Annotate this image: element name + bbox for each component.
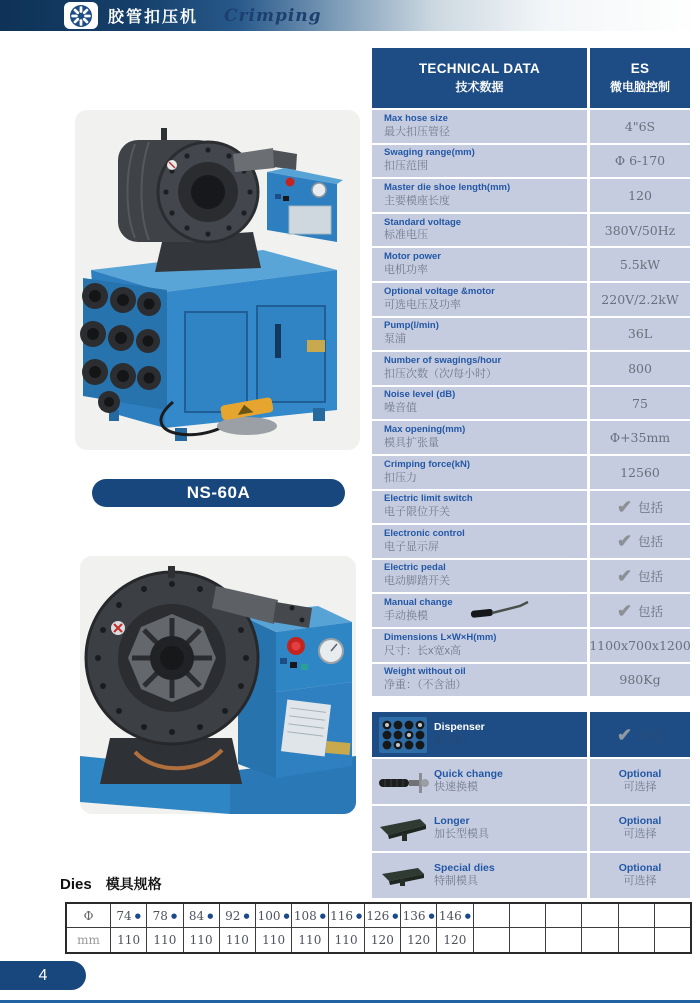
dies-diameter-cell	[473, 904, 509, 928]
tech-header-title-en: TECHNICAL DATA	[418, 61, 541, 76]
dies-length-cell	[654, 928, 690, 952]
option-row-label	[434, 853, 590, 898]
dies-length-cell	[581, 928, 617, 952]
tech-row-label	[372, 421, 590, 454]
dies-length-row	[67, 928, 690, 952]
tech-row-value	[590, 318, 690, 351]
dies-diameter-cell	[110, 904, 146, 928]
tech-row-value	[590, 110, 690, 143]
option-label-zh: 模具柜	[434, 733, 467, 746]
option-row-label	[434, 759, 590, 804]
tech-row-value	[590, 214, 690, 247]
dies-diameter-cell	[581, 904, 617, 928]
dies-length-header: mm	[77, 933, 100, 947]
options-table	[372, 712, 690, 900]
option-included-text: 包括	[638, 727, 664, 743]
tech-row-value	[590, 248, 690, 281]
dies-diameter-cell	[183, 904, 219, 928]
dies-dot-icon: ●	[428, 911, 435, 920]
tech-row-value-text: 12560	[620, 464, 660, 480]
tech-row	[372, 179, 690, 212]
tech-row-value-text: 包括	[638, 499, 664, 515]
dies-dispenser-icon	[372, 712, 434, 757]
tech-row-label	[372, 664, 590, 697]
dies-diameter-cell	[545, 904, 581, 928]
tech-row-label	[372, 110, 590, 143]
tech-row	[372, 664, 690, 697]
dies-diameter-cell	[436, 904, 472, 928]
crimping-head-closeup-illustration	[80, 556, 356, 814]
option-row	[372, 853, 690, 898]
tech-row-value	[590, 594, 690, 627]
tech-row-value-text: 220V/2.2kW	[601, 291, 679, 307]
tech-label-en: Number of swagings/hour	[384, 354, 502, 366]
tech-row-value-text: 包括	[638, 603, 664, 619]
tech-label-zh: 电动脚踏开关	[384, 575, 450, 588]
dies-diameter-cell	[654, 904, 690, 928]
dies-diameter-value: 108	[293, 908, 317, 923]
option-value-zh: 可选择	[623, 827, 657, 840]
manual-change-tool-icon	[470, 599, 532, 626]
tech-header-model-series: ES	[630, 61, 650, 76]
tech-label-en: Electric pedal	[384, 562, 446, 574]
special-die-icon	[372, 853, 434, 898]
option-row-value	[590, 806, 690, 851]
tech-label-en: Electronic control	[384, 527, 465, 539]
tech-row-value-text: 包括	[638, 534, 664, 550]
tech-row-value-text: 75	[632, 395, 648, 411]
tech-row	[372, 387, 690, 420]
tech-row	[372, 525, 690, 558]
dies-dot-icon: ●	[170, 911, 178, 920]
dies-diameter-cell	[509, 904, 545, 928]
tech-row-label	[372, 214, 590, 247]
tech-label-zh: 手动换模	[384, 609, 428, 622]
tech-row	[372, 318, 690, 351]
option-row-value	[590, 853, 690, 898]
tech-row-value-text: 380V/50Hz	[604, 222, 676, 238]
tech-label-en: Dimensions L×W×H(mm)	[384, 631, 497, 643]
dies-dot-icon: ●	[134, 911, 141, 920]
tech-table-header-right	[590, 48, 690, 108]
tech-label-zh: 可选电压及功率	[384, 298, 461, 311]
tech-label-en: Max opening(mm)	[384, 424, 466, 436]
tech-row-label	[372, 352, 590, 385]
option-label-zh: 特制模具	[434, 874, 478, 887]
tech-row	[372, 594, 690, 627]
dies-diameter-row	[67, 904, 690, 928]
tech-label-zh: 最大扣压管径	[384, 125, 450, 138]
tech-row-value-text: 包括	[638, 569, 664, 585]
tech-row-value-text: 120	[628, 187, 652, 203]
option-row	[372, 712, 690, 757]
dies-diameter-value: 100	[257, 908, 281, 923]
dies-length-cell: 110	[146, 928, 182, 952]
dies-dot-icon: ●	[392, 911, 399, 920]
header-title-zh: 胶管扣压机	[108, 9, 199, 26]
option-label-en: Dispenser	[434, 721, 485, 734]
page-header	[0, 0, 700, 31]
tech-label-zh: 电机功率	[384, 264, 428, 277]
option-label-zh: 快速换模	[434, 780, 478, 793]
tech-row	[372, 145, 690, 178]
tech-row-value	[590, 145, 690, 178]
dies-length-cell: 120	[400, 928, 436, 952]
tech-row	[372, 491, 690, 524]
page-number-badge	[0, 961, 86, 990]
tech-header-title-zh: 技术数据	[455, 80, 504, 94]
tech-row-value-text: 1100x700x1200	[589, 637, 691, 653]
tech-label-zh: 扣压范围	[384, 160, 428, 173]
tech-row-label	[372, 525, 590, 558]
tech-row-label	[372, 145, 590, 178]
option-value-zh: 可选择	[623, 874, 657, 887]
tech-row-value-text: 800	[628, 360, 652, 376]
tech-table-header-left	[372, 48, 590, 108]
option-value-en: Optional	[618, 862, 662, 875]
dies-diameter-cell	[255, 904, 291, 928]
option-label-en: Longer	[434, 815, 470, 828]
tech-row-value	[590, 456, 690, 489]
tech-row	[372, 110, 690, 143]
model-badge: NS-60A	[92, 479, 345, 507]
dies-section-title	[60, 874, 162, 894]
option-label-zh: 加长型模具	[434, 827, 489, 840]
dies-diameter-value: 74	[116, 908, 132, 923]
dies-spec-table	[65, 902, 692, 954]
machine-photo-closeup	[80, 556, 356, 814]
dies-diameter-cell	[328, 904, 364, 928]
dies-title-en: Dies	[60, 876, 92, 893]
crimping-machine-illustration	[75, 110, 360, 450]
tech-row-value	[590, 421, 690, 454]
dies-diameter-value: 136	[402, 908, 426, 923]
tech-row-value	[590, 283, 690, 316]
tech-row	[372, 248, 690, 281]
tech-label-zh: 标准电压	[384, 229, 428, 242]
tech-label-en: Electric limit switch	[384, 493, 473, 505]
dies-length-cell: 110	[328, 928, 364, 952]
check-icon: ✔	[616, 724, 633, 745]
dies-dot-icon: ●	[207, 911, 214, 920]
technical-data-table	[372, 48, 690, 698]
crimp-die-icon	[68, 3, 94, 29]
dies-diameter-cell	[219, 904, 255, 928]
tech-row	[372, 283, 690, 316]
option-row-label	[434, 712, 590, 757]
option-value-en: Optional	[618, 815, 662, 828]
dies-dot-icon: ●	[464, 911, 471, 920]
option-row-label	[434, 806, 590, 851]
tech-row-label	[372, 560, 590, 593]
tech-label-zh: 泵浦	[384, 333, 406, 346]
dies-length-cell: 120	[436, 928, 472, 952]
tech-row	[372, 560, 690, 593]
dies-length-cell: 110	[255, 928, 291, 952]
tech-row-value	[590, 560, 690, 593]
check-icon: ✔	[616, 496, 633, 517]
dies-diameter-cell	[400, 904, 436, 928]
tech-row-value	[590, 629, 690, 662]
dies-diameter-cell	[364, 904, 400, 928]
tech-row	[372, 352, 690, 385]
tech-label-zh: 净重：（不含油）	[384, 679, 467, 692]
tech-row	[372, 421, 690, 454]
quick-change-tool-icon	[372, 759, 434, 804]
dies-length-cell: 120	[364, 928, 400, 952]
tech-label-en: Pump(l/min)	[384, 320, 439, 332]
machine-photo-full	[75, 110, 360, 450]
tech-label-en: Max hose size	[384, 112, 448, 124]
tech-label-zh: 扣压力	[384, 471, 417, 484]
tech-label-en: Weight without oil	[384, 666, 466, 678]
dies-diameter-value: 116	[330, 908, 354, 923]
tech-row-label	[372, 456, 590, 489]
dies-diameter-value: 78	[152, 908, 168, 923]
check-icon: ✔	[616, 600, 633, 621]
tech-row-value	[590, 352, 690, 385]
tech-label-zh: 扣压次数（次/每小时）	[384, 367, 498, 380]
page-number: 4	[38, 966, 48, 984]
dies-diameter-cell	[618, 904, 654, 928]
dies-length-cell	[545, 928, 581, 952]
tech-row-value-text: Φ 6-170	[614, 153, 666, 169]
longer-die-icon	[372, 806, 434, 851]
option-row-value	[590, 759, 690, 804]
tech-row-value	[590, 664, 690, 697]
tech-row-label	[372, 179, 590, 212]
option-row	[372, 759, 690, 804]
tech-row-label	[372, 248, 590, 281]
option-row	[372, 806, 690, 851]
dies-diameter-value: 92	[225, 908, 241, 923]
tech-row-value	[590, 525, 690, 558]
dies-length-cell: 110	[291, 928, 327, 952]
check-icon: ✔	[616, 566, 633, 587]
dies-length-cell: 110	[110, 928, 146, 952]
tech-row-label	[372, 491, 590, 524]
tech-row	[372, 629, 690, 662]
dies-length-cell: 110	[183, 928, 219, 952]
tech-row	[372, 214, 690, 247]
dies-diameter-cell	[146, 904, 182, 928]
dies-dot-icon: ●	[243, 911, 250, 920]
dies-diameter-value: 84	[188, 908, 205, 923]
tech-row-value-text: 980Kg	[619, 672, 661, 688]
tech-row-label	[372, 387, 590, 420]
tech-row-label	[372, 594, 590, 627]
tech-row-value-text: 36L	[627, 326, 653, 342]
dies-diameter-value: 126	[366, 908, 390, 923]
option-row-value	[590, 712, 690, 757]
check-icon: ✔	[616, 531, 633, 552]
dies-length-cell	[473, 928, 509, 952]
option-value-zh: 可选择	[623, 780, 657, 793]
tech-label-zh: 电子显示屏	[384, 540, 439, 553]
tech-row-value	[590, 179, 690, 212]
tech-label-en: Master die shoe length(mm)	[384, 181, 511, 193]
tech-label-en: Crimping force(kN)	[384, 458, 471, 470]
tech-row-label	[372, 629, 590, 662]
dies-diameter-cell	[291, 904, 327, 928]
tech-label-en: Optional voltage &motor	[384, 285, 495, 297]
brand-logo	[64, 2, 98, 29]
tech-row-label	[372, 283, 590, 316]
dies-diameter-header: Φ	[67, 904, 110, 928]
tech-label-en: Swaging range(mm)	[384, 147, 475, 159]
dies-dot-icon: ●	[283, 911, 290, 920]
tech-label-zh: 噪音值	[384, 402, 417, 415]
tech-row-value-text: Φ+35mm	[609, 430, 671, 446]
tech-label-zh: 电子限位开关	[384, 506, 450, 519]
dies-dot-icon: ●	[356, 911, 363, 920]
dies-diameter-value: 146	[438, 908, 462, 923]
dies-length-cell: 110	[219, 928, 255, 952]
tech-row	[372, 456, 690, 489]
tech-label-zh: 主要模座长度	[384, 194, 450, 207]
option-label-en: Special dies	[434, 862, 495, 875]
tech-row-value-text: 4"6S	[624, 118, 656, 134]
tech-label-en: Standard voltage	[384, 216, 462, 228]
dies-length-cell	[509, 928, 545, 952]
tech-label-en: Noise level (dB)	[384, 389, 456, 401]
dies-length-cell	[618, 928, 654, 952]
tech-label-zh: 尺寸：长x宽x高	[384, 644, 461, 657]
tech-row-value	[590, 491, 690, 524]
option-label-en: Quick change	[434, 768, 503, 781]
tech-rows-container	[372, 110, 690, 696]
dies-title-zh: 模具规格	[105, 876, 162, 892]
option-value-en: Optional	[618, 768, 662, 781]
dies-dot-icon: ●	[319, 911, 326, 920]
tech-label-zh: 模具扩张量	[384, 437, 439, 449]
tech-row-value	[590, 387, 690, 420]
tech-label-en: Manual change	[384, 597, 453, 609]
tech-header-model-series-zh: 微电脑控制	[609, 80, 670, 94]
header-title-en: Crimping	[224, 5, 322, 26]
tech-row-value-text: 5.5kW	[619, 257, 661, 273]
tech-row-label	[372, 318, 590, 351]
tech-table-header	[372, 48, 690, 108]
tech-label-en: Motor power	[384, 251, 441, 263]
